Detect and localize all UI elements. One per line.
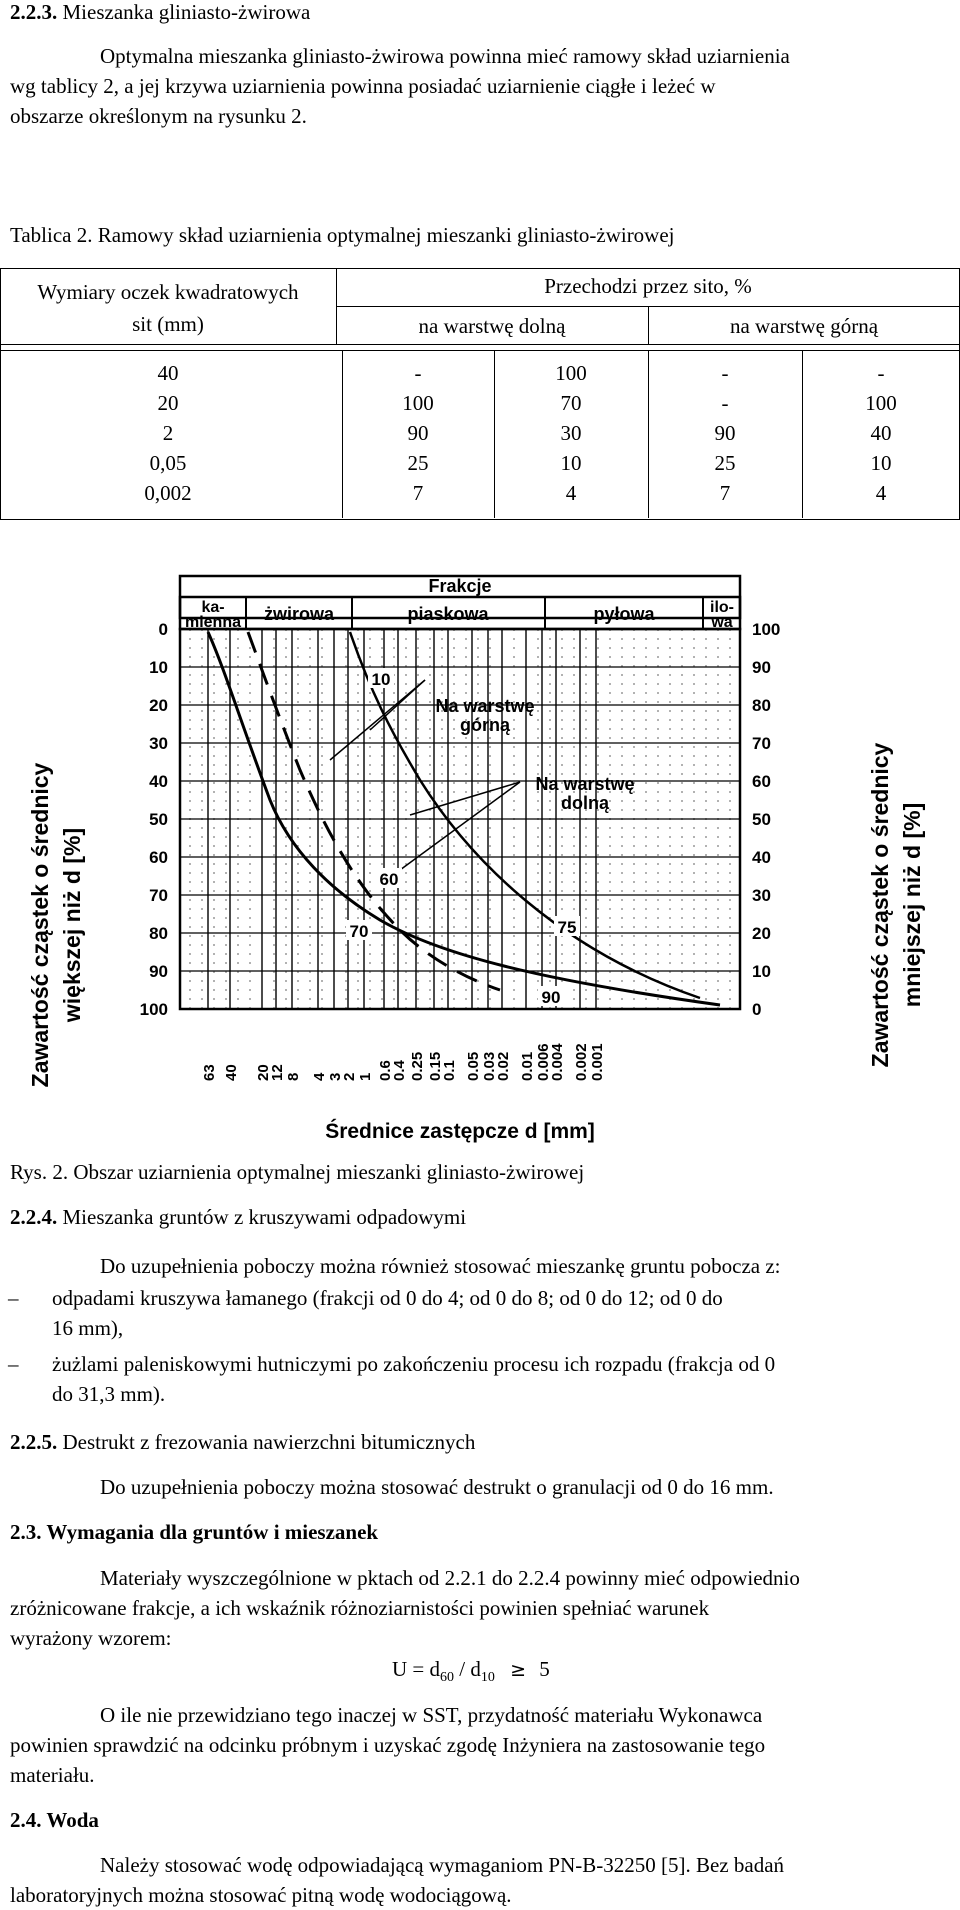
left-tick-2: 20 — [149, 696, 168, 715]
table-caption: Tablica 2. Ramowy skład uziarnienia optymalnej mieszanki gliniasto-żwirowej — [10, 223, 675, 247]
left-axis-label — [27, 762, 85, 1087]
left-tick-3: 30 — [149, 734, 168, 753]
fraction-label-ilowa-2: wa — [711, 614, 733, 631]
para-5-line-2: powinien sprawdzić na odcinku próbnym i uzyskać zgodę Inżyniera na zastosowanie tego — [10, 1733, 766, 1757]
fraction-label-piaskowa: piaskowa — [407, 604, 489, 624]
formula: $U = d_{60} / d_{10} \ge 5$ — [392, 1657, 550, 1686]
x-tick-20: 0.002 — [573, 1043, 590, 1081]
bullet-1-marker: – — [8, 1286, 19, 1310]
bullet-2-line-1: żużlami paleniskowymi hutniczymi po zakończeniu procesu ich rozpadu (frakcja od 0 — [52, 1352, 776, 1376]
table-cell-sieves-0: 40 — [157, 361, 179, 385]
table-cell-gorna_a-0: - — [721, 361, 729, 385]
section-heading-2-2-4: 2.2.4. Mieszanka gruntów z kruszywami odpadowymi — [10, 1205, 467, 1229]
section-heading-2-2-3: 2.2.3. Mieszanka gliniasto-żwirowa — [10, 0, 311, 24]
table-cell-dolna_a-4: 7 — [412, 481, 424, 505]
left-axis-label-line-1: Zawartość cząstek o średnicy — [27, 762, 53, 1088]
para-4-line-2: zróżnicowane frakcje, a ich wskaźnik różnoziarnistości powinien spełniać warunek — [10, 1596, 710, 1620]
table-header-dolna: na warstwę dolną — [418, 314, 566, 338]
x-tick-13: 0.1 — [441, 1060, 458, 1081]
table-header-gorna: na warstwę górną — [729, 314, 879, 338]
left-tick-6: 60 — [149, 848, 168, 867]
x-tick-15: 0.03 — [481, 1051, 498, 1081]
table-col-dolna-b — [494, 358, 648, 508]
annotation-gorna-2: górną — [459, 715, 511, 735]
x-tick-7: 2 — [341, 1072, 358, 1081]
right-tick-4: 60 — [752, 772, 771, 791]
x-tick-11: 0.25 — [409, 1051, 426, 1081]
para-5-line-3: materiału. — [10, 1763, 95, 1787]
table-cell-sieves-2: 2 — [162, 421, 174, 445]
chart-grid — [180, 629, 740, 1009]
fraction-label-kamienna-2: mienna — [184, 614, 242, 631]
x-tick-6: 3 — [327, 1072, 344, 1081]
curve-upper-bound — [350, 632, 700, 998]
para-5-line-1: O ile nie przewidziano tego inaczej w SST, przydatność materiału Wykonawca — [100, 1703, 763, 1727]
section-heading-2-4: 2.4. Woda — [10, 1808, 99, 1832]
bullet-1-line-1: odpadami kruszywa łamanego (frakcji od 0 do 4; od 0 do 8; od 0 do 12; od 0 do — [52, 1286, 723, 1310]
table-cell-dolna_a-2: 90 — [407, 421, 429, 445]
x-tick-5: 4 — [311, 1072, 328, 1081]
fraction-label-zwirowa: żwirowa — [263, 604, 335, 624]
annotation-75: 75 — [557, 918, 577, 937]
table-cell-dolna_b-3: 10 — [560, 451, 582, 475]
para-2: Do uzupełnienia poboczy można również stosować mieszankę gruntu pobocza z: — [100, 1254, 781, 1278]
right-axis-label-line-1: Zawartość cząstek o średnicy — [867, 742, 893, 1068]
x-tick-12: 0.15 — [427, 1051, 444, 1081]
x-tick-21: 0.001 — [589, 1043, 606, 1081]
table-cell-gorna_b-3: 10 — [870, 451, 892, 475]
annotation-dolna-1: Na warstwę — [535, 774, 635, 794]
grain-size-chart — [0, 560, 960, 1150]
right-ticks — [752, 620, 780, 1019]
right-tick-2: 80 — [752, 696, 771, 715]
table-col-dolna-a — [342, 358, 494, 508]
table-cell-gorna_b-0: - — [877, 361, 885, 385]
x-tick-16: 0.02 — [495, 1051, 512, 1081]
table-cell-dolna_b-2: 30 — [560, 421, 582, 445]
x-axis-label: Średnice zastępcze d [mm] — [325, 1120, 595, 1143]
right-axis-label — [867, 742, 925, 1067]
table-cell-sieves-1: 20 — [157, 391, 179, 415]
para-6-line-2: laboratoryjnych można stosować pitną wodę wodociągową. — [10, 1883, 512, 1907]
table-cell-gorna_a-2: 90 — [714, 421, 736, 445]
table-col-gorna-b — [802, 358, 960, 508]
table-cell-dolna_b-4: 4 — [565, 481, 577, 505]
right-tick-9: 10 — [752, 962, 771, 981]
left-tick-9: 90 — [149, 962, 168, 981]
left-tick-10: 100 — [139, 1000, 168, 1019]
table-col-gorna-a — [648, 358, 802, 508]
left-ticks — [140, 620, 168, 1019]
right-tick-6: 40 — [752, 848, 771, 867]
bullet-2-line-2: do 31,3 mm). — [52, 1382, 166, 1406]
annotation-60: 60 — [379, 870, 399, 889]
x-tick-3: 12 — [269, 1064, 286, 1081]
x-tick-9: 0.6 — [377, 1060, 394, 1081]
table-col-sieves — [0, 358, 336, 508]
x-tick-14: 0.05 — [465, 1051, 482, 1081]
right-tick-10: 0 — [752, 1000, 762, 1019]
left-tick-8: 80 — [149, 924, 168, 943]
right-tick-0: 100 — [752, 620, 781, 639]
annotation-70: 70 — [349, 922, 369, 941]
table-header-sieve-line-2: sit (mm) — [132, 312, 204, 336]
x-tick-2: 20 — [255, 1064, 272, 1081]
table-cell-gorna_b-4: 4 — [875, 481, 887, 505]
right-axis-label-line-2: mniejszej niż d [%] — [899, 802, 925, 1008]
para-4-line-3: wyrażony wzorem: — [10, 1626, 172, 1650]
table-cell-dolna_a-1: 100 — [402, 391, 434, 415]
para-6-line-1: Należy stosować wodę odpowiadającą wymaganiom PN-B-32250 [5]. Bez badań — [100, 1853, 785, 1877]
left-tick-5: 50 — [149, 810, 168, 829]
section-heading-2-2-5: 2.2.5. Destrukt z frezowania nawierzchni bitumicznych — [10, 1430, 476, 1454]
table-header-group: Przechodzi przez sito, % — [544, 274, 752, 298]
x-tick-19: 0.004 — [549, 1043, 566, 1081]
para-3: Do uzupełnienia poboczy można stosować destrukt o granulacji od 0 do 16 mm. — [100, 1475, 774, 1499]
left-tick-7: 70 — [149, 886, 168, 905]
para-1-line-2: wg tablicy 2, a jej krzywa uziarnienia powinna posiadać uziarnienie ciągłe i leżeć w — [10, 74, 716, 98]
right-tick-8: 20 — [752, 924, 771, 943]
annotation-10: 10 — [371, 670, 391, 689]
section-heading-2-3: 2.3. Wymagania dla gruntów i mieszanek — [10, 1520, 379, 1544]
x-ticks — [201, 1043, 606, 1081]
fraction-label-pylowa: pyłowa — [593, 604, 655, 624]
fractions-title: Frakcje — [428, 576, 492, 596]
bullet-1-line-2: 16 mm), — [52, 1316, 124, 1340]
x-tick-0: 63 — [201, 1064, 218, 1081]
right-tick-3: 70 — [752, 734, 771, 753]
grain-size-table — [0, 268, 960, 520]
left-tick-1: 10 — [149, 658, 168, 677]
table-cell-gorna_b-2: 40 — [870, 421, 892, 445]
figure-caption: Rys. 2. Obszar uziarnienia optymalnej mieszanki gliniasto-żwirowej — [10, 1160, 585, 1184]
fraction-label-ilowa-1: ilo- — [710, 599, 734, 616]
para-1-line-1: Optymalna mieszanka gliniasto-żwirowa powinna mieć ramowy skład uziarnienia — [100, 44, 790, 68]
annotation-90: 90 — [541, 988, 561, 1007]
x-tick-1: 40 — [223, 1064, 240, 1081]
table-cell-dolna_a-3: 25 — [407, 451, 429, 475]
fraction-label-kamienna-1: ka- — [201, 599, 225, 616]
table-cell-dolna_a-0: - — [414, 361, 422, 385]
table-cell-gorna_a-3: 25 — [714, 451, 736, 475]
right-tick-7: 30 — [752, 886, 771, 905]
table-cell-sieves-4: 0,002 — [144, 481, 192, 505]
table-cell-dolna_b-0: 100 — [555, 361, 587, 385]
x-tick-4: 8 — [285, 1072, 302, 1081]
x-tick-18: 0.006 — [535, 1043, 552, 1081]
table-cell-dolna_b-1: 70 — [560, 391, 582, 415]
table-cell-gorna_a-4: 7 — [719, 481, 731, 505]
annotation-gorna-1: Na warstwę — [435, 696, 535, 716]
right-tick-1: 90 — [752, 658, 771, 677]
table-cell-gorna_b-1: 100 — [865, 391, 897, 415]
table-cell-gorna_a-1: - — [721, 391, 729, 415]
table-header-sieve-line-1: Wymiary oczek kwadratowych — [37, 280, 299, 304]
left-tick-4: 40 — [149, 772, 168, 791]
right-tick-5: 50 — [752, 810, 771, 829]
para-4-line-1: Materiały wyszczególnione w pktach od 2.2.1 do 2.2.4 powinny mieć odpowiednio — [100, 1566, 800, 1590]
bullet-2-marker: – — [8, 1352, 19, 1376]
x-tick-10: 0.4 — [391, 1060, 408, 1081]
para-1-line-3: obszarze określonym na rysunku 2. — [10, 104, 307, 128]
annotation-dolna-2: dolną — [561, 793, 609, 813]
x-tick-8: 1 — [357, 1072, 374, 1081]
x-tick-17: 0.01 — [519, 1051, 536, 1081]
table-cell-sieves-3: 0,05 — [149, 451, 187, 475]
left-tick-0: 0 — [158, 620, 168, 639]
left-axis-label-line-2: większej niż d [%] — [59, 827, 85, 1023]
